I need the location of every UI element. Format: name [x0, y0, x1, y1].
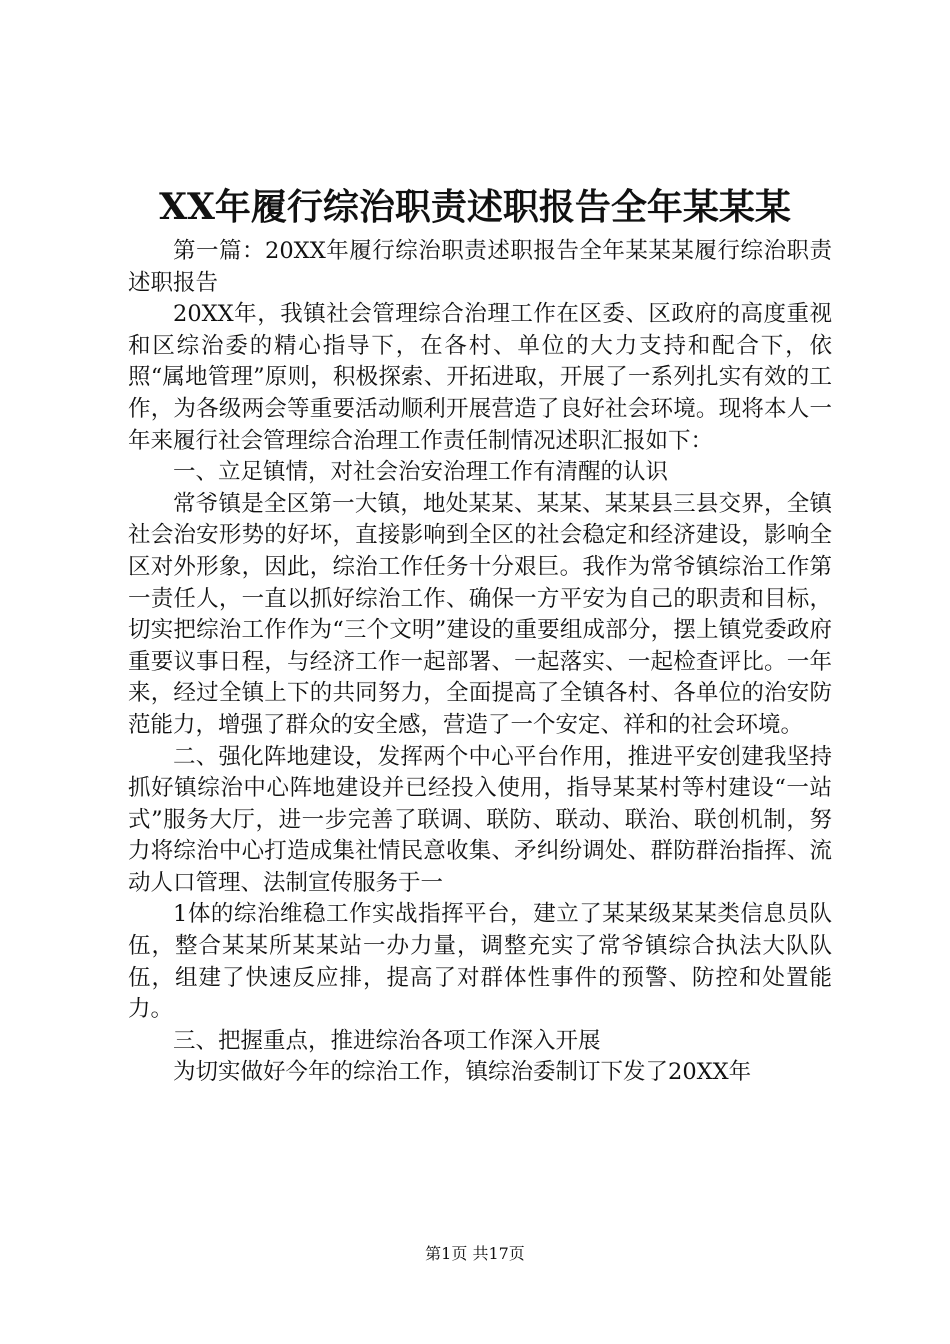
paragraph-1: 第一篇：20XX年履行综治职责述职报告全年某某某履行综治职责述职报告 — [128, 238, 832, 296]
page-footer: 第1页 共17页 — [425, 1244, 525, 1263]
paragraph-2: 20XX年，我镇社会管理综合治理工作在区委、区政府的高度重视和区综治委的精心指导下，在各村、单位的大力支持和配合下，依照“属地管理”原则，积极探索、开拓进取，开展了一系列扎实有效的工作，为各级两会等重要活动顺利开展营造了良好社会环境。现将本人一年来履行社会管理综合治理工作责任制情况述职汇报如下： — [128, 301, 832, 454]
document-title: XX年履行综治职责述职报告全年某某某 — [159, 186, 791, 228]
document-body — [128, 236, 832, 1089]
section-heading-3: 三、把握重点，推进综治各项工作深入开展 — [173, 1027, 601, 1054]
paragraph-5: 1体的综治维稳工作实战指挥平台，建立了某某级某某类信息员队伍，整合某某所某某站一办力量，调整充实了常爷镇综合执法大队队伍，组建了快速反应排，提高了对群体性事件的预警、防控和处置能力。 — [128, 901, 832, 1023]
paragraph-3: 常爷镇是全区第一大镇，地处某某、某某、某某县三县交界，全镇社会治安形势的好坏，直接影响到全区的社会稳定和经济建设，影响全区对外形象，因此，综治工作任务十分艰巨。我作为常爷镇综治工作第一责任人，一直以抓好综治工作、确保一方平安为自己的职责和目标，切实把综治工作作为“三个文明”建设的重要组成部分，摆上镇党委政府重要议事日程，与经济工作一起部署、一起落实、一起检查评比。一年来，经过全镇上下的共同努力，全面提高了全镇各村、各单位的治安防范能力，增强了群众的安全感，营造了一个安定、祥和的社会环境。 — [128, 490, 832, 738]
paragraph-4: 二、强化阵地建设，发挥两个中心平台作用，推进平安创建我坚持抓好镇综治中心阵地建设并已经投入使用，指导某某村等村建设“一站式”服务大厅，进一步完善了联调、联防、联动、联治、联创机制，努力将综治中心打造成集社情民意收集、矛纠纷调处、群防群治指挥、流动人口管理、法制宣传服务于一 — [128, 743, 832, 896]
section-heading-1: 一、立足镇情，对社会治安治理工作有清醒的认识 — [173, 459, 669, 486]
paragraph-6: 为切实做好今年的综治工作，镇综治委制订下发了20XX年 — [173, 1059, 752, 1086]
